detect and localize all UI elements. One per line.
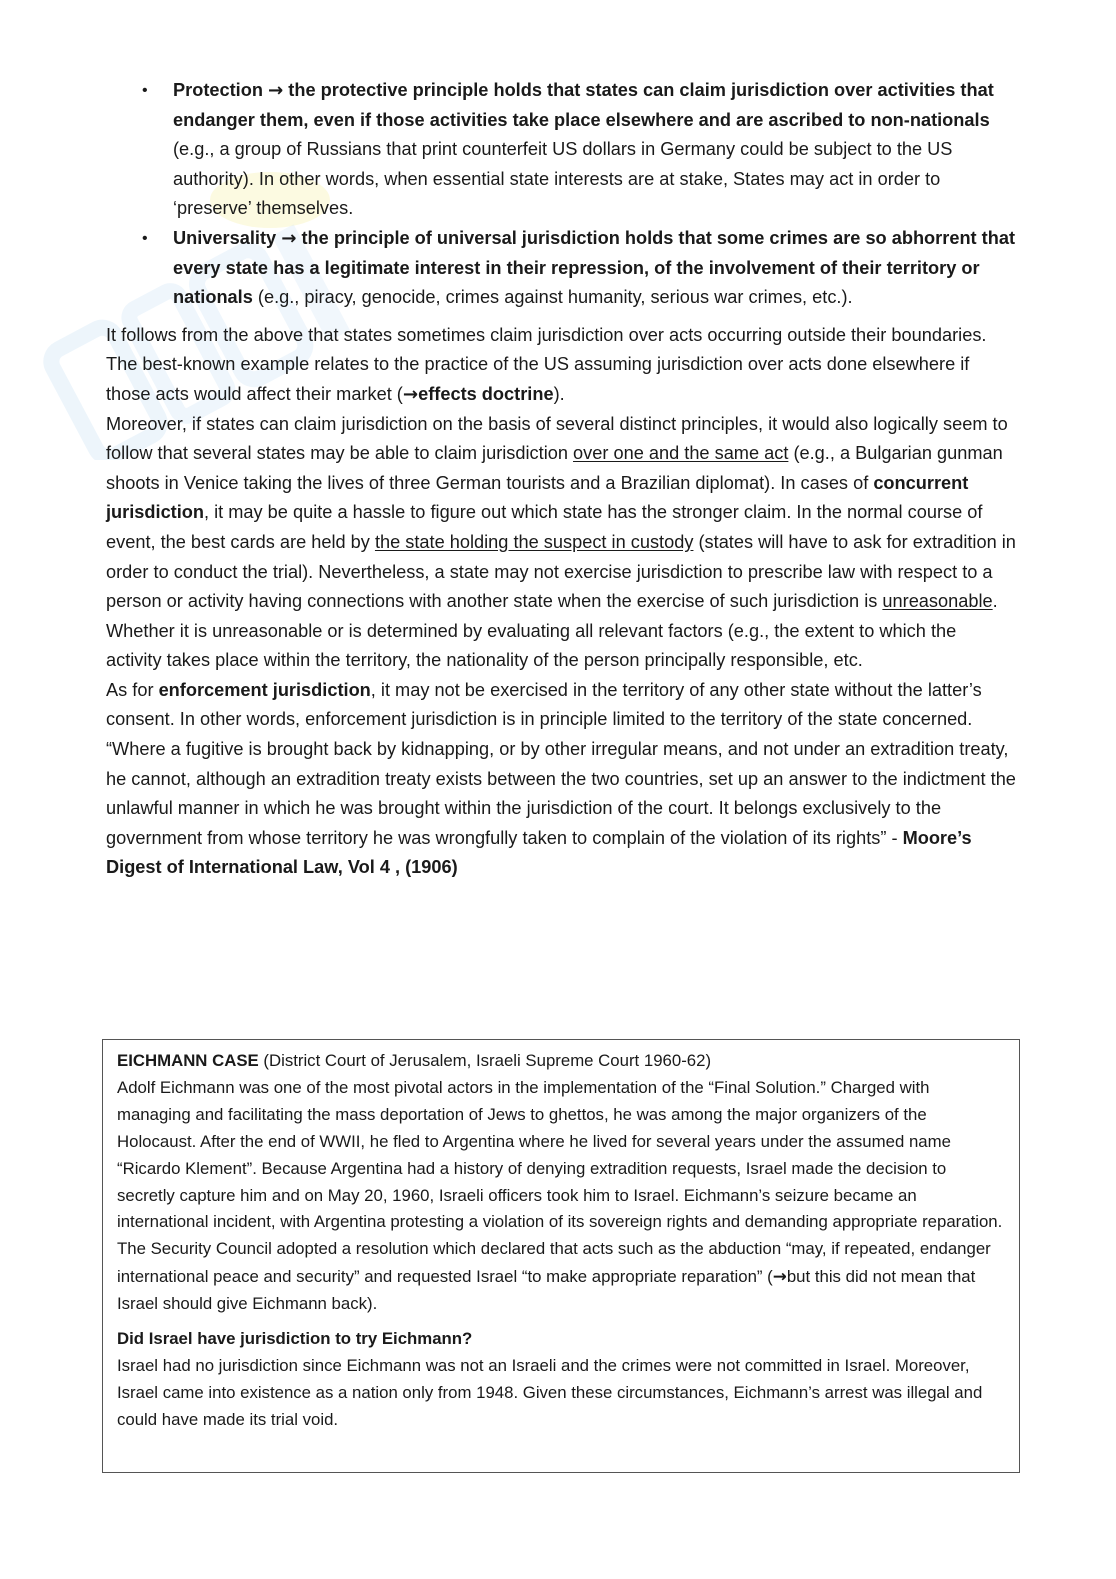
paragraph-concurrent-jurisdiction	[106, 410, 1016, 676]
concurrent-jurisdiction-term: concurrent jurisdiction	[106, 472, 969, 523]
case-question	[117, 1326, 1005, 1353]
arrow-right-icon: →	[281, 227, 297, 249]
paragraph-text: As for	[106, 679, 159, 700]
paragraph-effects-doctrine	[106, 321, 1016, 410]
quote-text: “Where a fugitive is brought back by kidnapping, or by other irregular means, and not under an extradition treaty, he cannot, although an extradition treaty exists between the two countries, set up an answer to the indictment the unlawful manner in which he was brought within the jurisdiction of the court. It belongs exclusively to the government from whose territory he was wrongfully taken to complain of the violation of its rights” -	[106, 739, 1016, 848]
paragraph-enforcement-jurisdiction	[106, 676, 1016, 735]
paragraph-text: (states will have to ask for extradition in order to conduct the trial). Nevertheless, a state may not exercise jurisdiction to prescribe law with respect to a person or activity having connections with another state when the exercise of such jurisdiction is	[106, 531, 1016, 612]
underlined-phrase: unreasonable	[882, 591, 993, 612]
principle-term: Protection	[173, 80, 263, 100]
principle-example: (e.g., piracy, genocide, crimes against humanity, serious war crimes, etc.).	[252, 287, 853, 308]
body-text	[106, 321, 1016, 883]
case-facts: Adolf Eichmann was one of the most pivotal actors in the implementation of the “Final Solution.” Charged with managing and facilitating the mass deportation of Jews to ghettos, he was among the major organizers of the Holocaust. After the end of WWII, he fled to Argentina where he lived for several years under the assumed name “Ricardo Klement”. Because Argentina had a history of denying extradition requests, Israel made the decision to secretly capture him and on May 20, 1960, Israeli officers took him to Israel. Eichmann’s seizure became an international incident, with Argentina protesting a violation of its sovereign rights and demanding appropriate reparation.	[117, 1077, 1003, 1232]
bullet-icon: •	[142, 229, 148, 247]
paragraph-text: (e.g., a Bulgarian gunman shoots in Venice taking the lives of three German tourists and a Brazilian diplomat). In cases of	[106, 443, 1003, 493]
case-subtitle: (District Court of Jerusalem, Israeli Supreme Court 1960-62)	[258, 1051, 712, 1070]
principle-definition: the protective principle holds that states can claim jurisdiction over activities that endanger them, even if those activities take place elsewhere and are ascribed to non-nationals	[173, 80, 994, 130]
case-answer: Israel had no jurisdiction since Eichmann was not an Israeli and the crimes were not committed in Israel. Moreover, Israel came into existence as a nation only from 1948. Given these circumstances, Eichmann’s arrest was illegal and could have made its trial void.	[117, 1355, 983, 1429]
paragraph-text: but this did not mean that Israel should give Eichmann back).	[117, 1267, 976, 1314]
list-item-universality	[142, 224, 1016, 313]
case-title: EICHMANN CASE	[117, 1051, 259, 1070]
case-security-council	[117, 1236, 1005, 1318]
paragraph-text: It follows from the above that states sometimes claim jurisdiction over acts occurring outside their boundaries. The best-known example relates to the practice of the US assuming jurisdiction over acts done elsewhere if those acts would affect their market (	[106, 324, 987, 404]
quote-moore-digest	[106, 735, 1016, 883]
paragraph-text: The Security Council adopted a resolution which declared that acts such as the abduction “may, if repeated, endanger international peace and security” and requested Israel “to make appropriate reparation” (	[117, 1239, 991, 1287]
bullet-icon: •	[142, 82, 148, 99]
enforcement-jurisdiction-term: enforcement jurisdiction	[158, 679, 371, 700]
list-item-protection	[142, 76, 1016, 224]
principle-example: (e.g., a group of Russians that print counterfeit US dollars in Germany could be subject to the US authority). In other words, when essential state interests are at stake, States may act in order to ‘preserve’ themselves.	[173, 139, 953, 219]
case-question-text: Did Israel have jurisdiction to try Eichmann?	[117, 1329, 473, 1349]
arrow-right-icon: →	[772, 1266, 787, 1287]
paragraph-text: , it may not be exercised in the territory of any other state without the latter’s consent. In other words, enforcement jurisdiction is in principle limited to the territory of the state concerned.	[106, 679, 982, 730]
case-heading	[117, 1048, 1005, 1075]
paragraph-text: Moreover, if states can claim jurisdiction on the basis of several distinct principles, it would also logically seem to follow that several states may be able to claim jurisdiction	[106, 413, 1008, 464]
principle-term: Universality	[173, 227, 277, 248]
quote-source: Moore’s Digest of International Law, Vol 4 , (1906)	[106, 827, 972, 878]
effects-doctrine-term: effects doctrine	[418, 383, 554, 404]
eichmann-case-box	[102, 1039, 1020, 1473]
document-page	[106, 76, 1016, 883]
paragraph-text: , it may be quite a hassle to figure out which state has the stronger claim. In the normal course of event, the best cards are held by	[106, 502, 983, 552]
principle-definition: the principle of universal jurisdiction holds that some crimes are so abhorrent that every state has a legitimate interest in their repression, of the involvement of their territory or nationals	[173, 227, 1015, 308]
paragraph-text: . Whether it is unreasonable or is determined by evaluating all relevant factors (e.g., the extent to which the activity takes place within the territory, the nationality of the person principally responsible, etc.	[106, 591, 998, 671]
underlined-phrase: the state holding the suspect in custody	[374, 531, 694, 552]
underlined-phrase: over one and the same act	[573, 443, 789, 464]
arrow-right-icon: →	[268, 80, 284, 101]
paragraph-text: ).	[553, 383, 565, 404]
principles-list	[106, 76, 1016, 313]
arrow-right-icon: →	[402, 383, 419, 405]
